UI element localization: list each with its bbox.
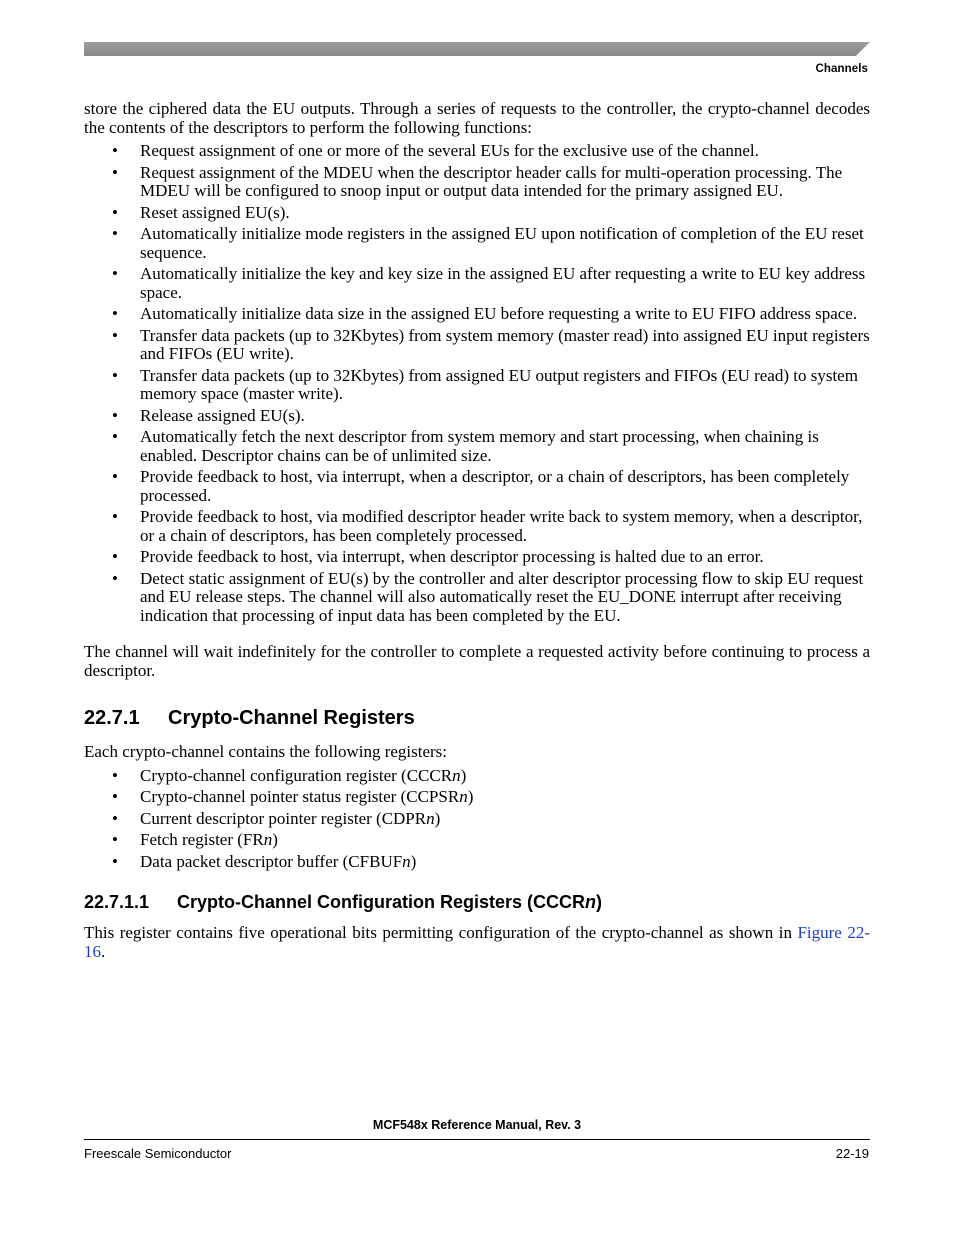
list-item: [84, 265, 870, 302]
bullet-icon: •: [112, 224, 118, 243]
subsection-paragraph: [84, 924, 870, 961]
list-item-text: Release assigned EU(s).: [140, 405, 305, 425]
register-close: ): [467, 787, 474, 806]
list-item-text: Transfer data packets (up to 32Kbytes) from system memory (master read) into assigned EU input registers and FIFOs (EU write).: [140, 325, 870, 363]
register-close: ): [410, 851, 417, 871]
bullet-icon: •: [112, 808, 118, 828]
bullet-icon: •: [112, 427, 118, 446]
register-name: Data packet descriptor buffer (CFBUF: [140, 851, 403, 871]
list-item-text: Automatically initialize mode registers in the assigned EU upon notification of completion of the EU reset sequence.: [140, 224, 864, 262]
list-item-text: Detect static assignment of EU(s) by the controller and alter descriptor processing flow to skip EU request and EU release steps. The channel will also automatically reset the EU_DONE interrupt after receiving indication that processing of input data has been completed by the EU.: [140, 568, 864, 625]
bullet-icon: •: [112, 304, 118, 323]
page-content: [84, 100, 870, 961]
register-suffix: n: [263, 830, 273, 849]
bullet-icon: •: [112, 851, 118, 871]
register-name: Current descriptor pointer register (CDPR: [140, 808, 427, 828]
bullet-icon: •: [112, 467, 118, 486]
header-bar: [84, 42, 870, 56]
register-suffix: n: [426, 808, 435, 828]
bullet-icon: •: [112, 325, 118, 345]
list-item: [84, 853, 870, 872]
list-item: [84, 468, 870, 505]
list-item: [84, 142, 870, 161]
bullet-icon: •: [112, 264, 118, 283]
register-close: ): [434, 808, 441, 828]
list-item: [84, 831, 870, 850]
list-item-text: Automatically fetch the next descriptor from system memory and start processing, when chaining is enabled. Descriptor chains can be of unlimited size.: [140, 427, 819, 465]
list-item: [84, 570, 870, 626]
list-item: [84, 548, 870, 567]
footer-divider: [84, 1139, 870, 1140]
functions-list: [84, 142, 870, 625]
bullet-icon: •: [112, 547, 118, 566]
figure-link[interactable]: Figure 22-16: [84, 923, 871, 961]
list-item: [84, 407, 870, 426]
closing-paragraph: The channel will wait indefinitely for the controller to complete a requested activity before continuing to process a descriptor.: [84, 642, 870, 680]
subsection-text-end: .: [101, 941, 106, 961]
section-title: Crypto-Channel Registers: [168, 707, 415, 729]
register-suffix: n: [459, 787, 468, 806]
bullet-icon: •: [112, 141, 118, 160]
bullet-icon: •: [112, 830, 118, 849]
list-item-text: Transfer data packets (up to 32Kbytes) from assigned EU output registers and FIFOs (EU read) to system memory space (master write).: [140, 365, 858, 403]
list-item: [84, 164, 870, 201]
subsection-title: Crypto-Channel Configuration Registers (CCCR: [177, 892, 586, 912]
register-close: ): [460, 765, 467, 785]
list-item: [84, 810, 870, 829]
list-item-text: Provide feedback to host, via interrupt, when a descriptor, or a chain of descriptors, has been completely processed.: [140, 467, 850, 505]
list-item: [84, 788, 870, 807]
list-item: [84, 428, 870, 465]
subsection-number: 22.7.1.1: [84, 892, 150, 912]
list-item: [84, 367, 870, 404]
bullet-icon: •: [112, 568, 118, 588]
register-close: ): [272, 830, 278, 849]
section-number: 22.7.1: [84, 707, 140, 729]
list-item-text: Reset assigned EU(s).: [140, 202, 290, 222]
footer-manual-title: MCF548x Reference Manual, Rev. 3: [372, 1118, 582, 1132]
bullet-icon: •: [112, 765, 118, 785]
subsection-text: This register contains five operational bits permitting configuration of the crypto-channel as shown in: [84, 923, 798, 942]
register-name: Fetch register (FR: [140, 830, 264, 849]
subsection-title-suffix: n: [585, 892, 597, 912]
list-item: [84, 327, 870, 364]
registers-list: [84, 767, 870, 872]
list-item-text: Provide feedback to host, via modified descriptor header write back to system memory, when a descriptor, or a chain of descriptors, has been completely processed.: [140, 507, 863, 545]
register-name: Crypto-channel pointer status register (CCPSR: [140, 787, 460, 806]
list-item-text: Automatically initialize data size in the assigned EU before requesting a write to EU FIFO address space.: [140, 304, 858, 323]
intro-paragraph: store the ciphered data the EU outputs. Through a series of requests to the controller, the crypto-channel decodes the contents of the descriptors to perform the following functions:: [84, 99, 870, 137]
register-suffix: n: [452, 765, 461, 785]
bullet-icon: •: [112, 202, 118, 222]
register-name: Crypto-channel configuration register (CCCR: [140, 765, 453, 785]
list-item: [84, 508, 870, 545]
section-heading: [84, 706, 870, 730]
section-intro: Each crypto-channel contains the following registers:: [84, 742, 448, 761]
subsection-title-close: ): [596, 892, 603, 912]
subsection-heading: [84, 891, 870, 913]
list-item-text: Provide feedback to host, via interrupt, when descriptor processing is halted due to an error.: [140, 547, 764, 566]
register-suffix: n: [402, 851, 411, 871]
list-item: [84, 225, 870, 262]
list-item: [84, 305, 870, 324]
footer-page-number: 22-19: [835, 1146, 869, 1161]
bullet-icon: •: [112, 365, 118, 385]
list-item-text: Request assignment of the MDEU when the descriptor header calls for multi-operation processing. The MDEU will be configured to snoop input or output data intended for the primary assigned EU.: [140, 162, 843, 200]
list-item-text: Request assignment of one or more of the several EUs for the exclusive use of the channel.: [140, 141, 759, 160]
footer-company: Freescale Semiconductor: [84, 1146, 232, 1161]
bullet-icon: •: [112, 405, 118, 425]
list-item: [84, 767, 870, 786]
bullet-icon: •: [112, 507, 118, 526]
list-item: [84, 204, 870, 223]
running-head: Channels: [815, 63, 868, 75]
bullet-icon: •: [112, 162, 118, 182]
bullet-icon: •: [112, 787, 118, 806]
list-item-text: Automatically initialize the key and key size in the assigned EU after requesting a write to EU key address space.: [140, 264, 866, 302]
